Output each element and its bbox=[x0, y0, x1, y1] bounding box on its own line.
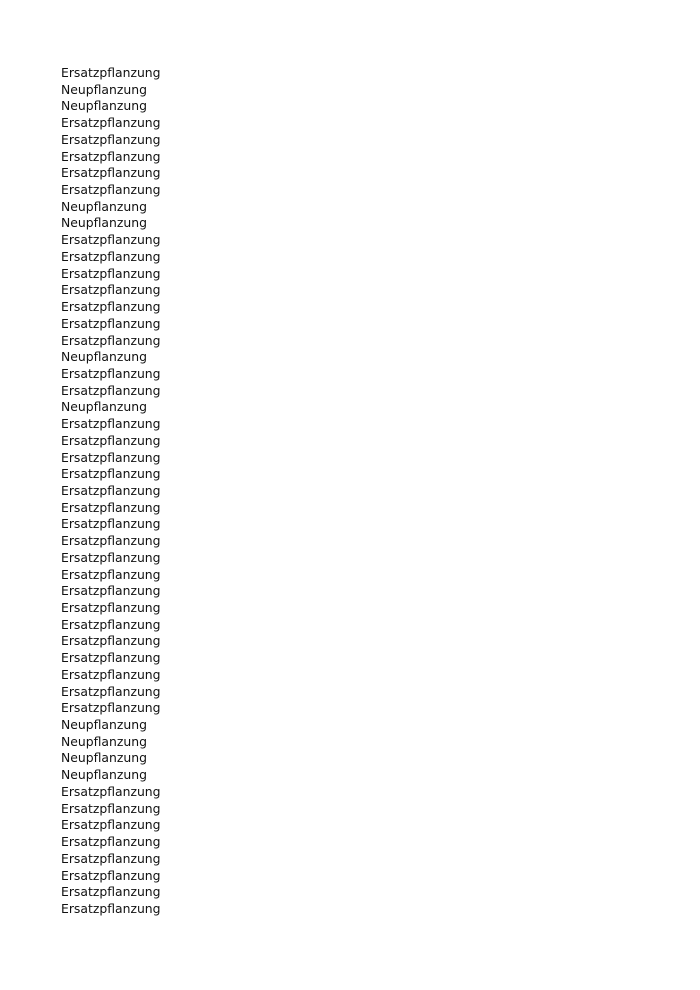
list-item: Ersatzpflanzung bbox=[61, 900, 161, 916]
list-item: Ersatzpflanzung bbox=[61, 683, 161, 699]
list-item: Neupflanzung bbox=[61, 215, 147, 231]
list-item: Neupflanzung bbox=[61, 750, 147, 766]
list-item: Ersatzpflanzung bbox=[61, 666, 161, 682]
list-item: Ersatzpflanzung bbox=[61, 148, 161, 164]
list-item: Ersatzpflanzung bbox=[61, 516, 161, 532]
list-item: Ersatzpflanzung bbox=[61, 783, 161, 799]
list-item: Ersatzpflanzung bbox=[61, 817, 161, 833]
list-item: Ersatzpflanzung bbox=[61, 700, 161, 716]
list-item: Ersatzpflanzung bbox=[61, 131, 161, 147]
list-item: Ersatzpflanzung bbox=[61, 165, 161, 181]
list-item: Neupflanzung bbox=[61, 98, 147, 114]
list-item: Ersatzpflanzung bbox=[61, 884, 161, 900]
list-item: Neupflanzung bbox=[61, 733, 147, 749]
list-item: Ersatzpflanzung bbox=[61, 466, 161, 482]
list-item: Ersatzpflanzung bbox=[61, 65, 161, 80]
list-item: Ersatzpflanzung bbox=[61, 482, 161, 498]
list-item: Ersatzpflanzung bbox=[61, 115, 161, 131]
list-item: Ersatzpflanzung bbox=[61, 282, 161, 298]
list-item: Ersatzpflanzung bbox=[61, 533, 161, 549]
list-item: Ersatzpflanzung bbox=[61, 850, 161, 866]
list-item: Ersatzpflanzung bbox=[61, 332, 161, 348]
list-item: Ersatzpflanzung bbox=[61, 232, 161, 248]
list-item: Ersatzpflanzung bbox=[61, 182, 161, 198]
list-item: Ersatzpflanzung bbox=[61, 449, 161, 465]
list-item: Neupflanzung bbox=[61, 767, 147, 783]
list-item: Neupflanzung bbox=[61, 198, 147, 214]
list-item: Ersatzpflanzung bbox=[61, 265, 161, 281]
list-item: Ersatzpflanzung bbox=[61, 834, 161, 850]
list-item: Ersatzpflanzung bbox=[61, 633, 161, 649]
list-item: Ersatzpflanzung bbox=[61, 566, 161, 582]
list-item: Ersatzpflanzung bbox=[61, 616, 161, 632]
list-item: Ersatzpflanzung bbox=[61, 800, 161, 816]
list-item: Neupflanzung bbox=[61, 717, 147, 733]
list-item: Ersatzpflanzung bbox=[61, 650, 161, 666]
list-item: Ersatzpflanzung bbox=[61, 315, 161, 331]
list-item: Ersatzpflanzung bbox=[61, 299, 161, 315]
list-item: Neupflanzung bbox=[61, 399, 147, 415]
list-item: Ersatzpflanzung bbox=[61, 432, 161, 448]
list-item: Neupflanzung bbox=[61, 81, 147, 97]
list-item: Ersatzpflanzung bbox=[61, 583, 161, 599]
list-item: Ersatzpflanzung bbox=[61, 382, 161, 398]
list-item: Ersatzpflanzung bbox=[61, 248, 161, 264]
list-item: Ersatzpflanzung bbox=[61, 365, 161, 381]
list-item: Ersatzpflanzung bbox=[61, 416, 161, 432]
list-item: Ersatzpflanzung bbox=[61, 499, 161, 515]
list-item: Neupflanzung bbox=[61, 349, 147, 365]
list-item: Ersatzpflanzung bbox=[61, 549, 161, 565]
planting-type-list bbox=[61, 65, 161, 918]
list-item: Ersatzpflanzung bbox=[61, 867, 161, 883]
list-item: Ersatzpflanzung bbox=[61, 600, 161, 615]
